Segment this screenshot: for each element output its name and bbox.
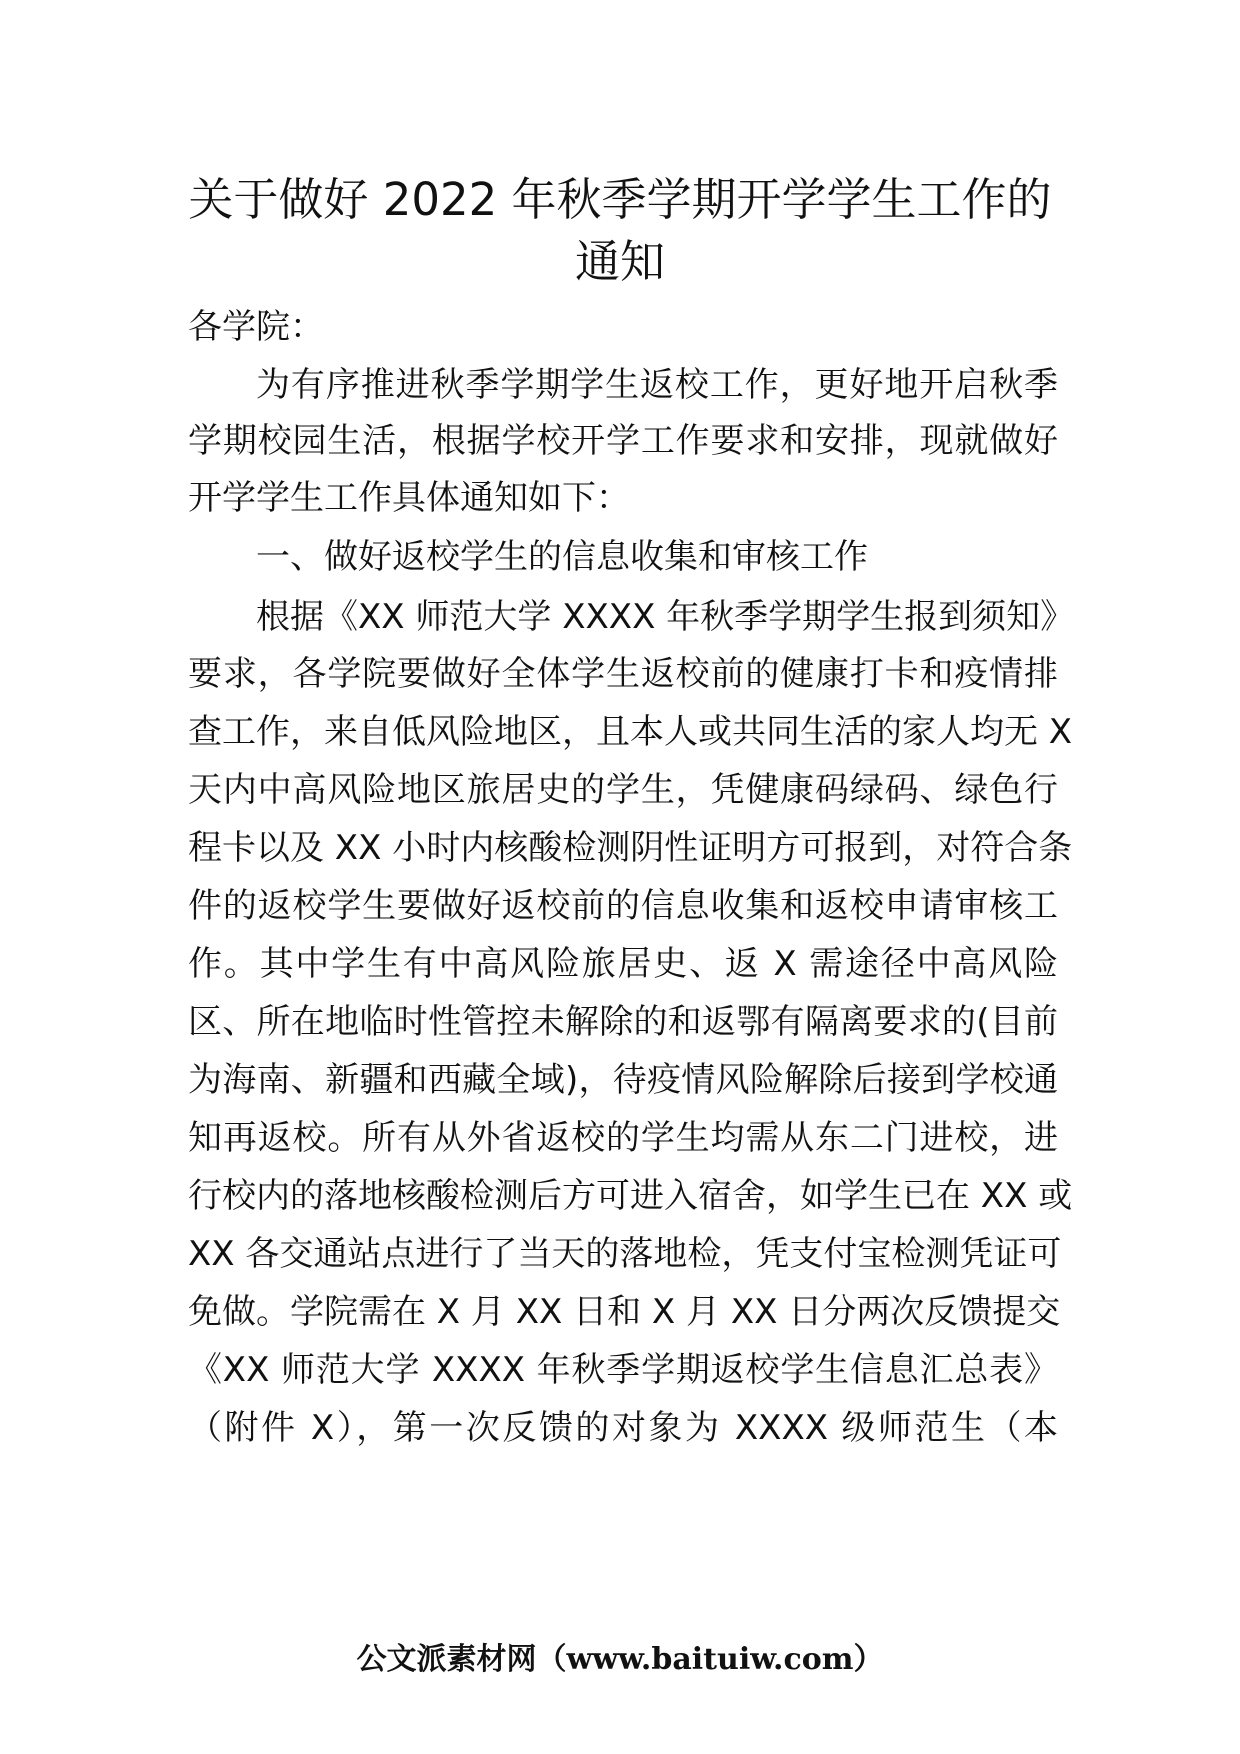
paragraph-2-line-1: 根据《XX 师范大学 XXXX 年秋季学期学生报到须知》 <box>256 597 1075 637</box>
salutation: 各学院： <box>188 307 324 347</box>
paragraph-2-line-3: 查工作，来自低风险地区，且本人或共同生活的家人均无 X <box>188 712 1073 752</box>
paragraph-1-line-2: 学期校园生活，根据学校开学工作要求和安排，现就做好 <box>188 421 1058 461</box>
section-heading-1: 一、做好返校学生的信息收集和审核工作 <box>256 537 868 577</box>
footer-source: 公文派素材网（www.baituiw.com） <box>356 1642 884 1677</box>
document-title-line-2: 通知 <box>574 235 665 288</box>
paragraph-2-line-7: 作。其中学生有中高风险旅居史、返 X 需途径中高风险 <box>188 944 1058 984</box>
paragraph-2-line-14: 《XX 师范大学 XXXX 年秋季学期返校学生信息汇总表》 <box>188 1350 1058 1390</box>
paragraph-2-line-5: 程卡以及 XX 小时内核酸检测阴性证明方可报到，对符合条 <box>188 828 1073 868</box>
paragraph-2-line-2: 要求，各学院要做好全体学生返校前的健康打卡和疫情排 <box>188 654 1058 694</box>
paragraph-2-line-15: （附件 X），第一次反馈的对象为 XXXX 级师范生（本 <box>188 1408 1058 1448</box>
paragraph-2-line-13: 免做。学院需在 X 月 XX 日和 X 月 XX 日分两次反馈提交 <box>188 1292 1061 1332</box>
paragraph-1-line-3: 开学学生工作具体通知如下： <box>188 478 630 518</box>
paragraph-2-line-10: 知再返校。所有从外省返校的学生均需从东二门进校，进 <box>188 1118 1058 1158</box>
paragraph-2-line-8: 区、所在地临时性管控未解除的和返鄂有隔离要求的(目前 <box>188 1002 1058 1042</box>
paragraph-2-line-6: 件的返校学生要做好返校前的信息收集和返校申请审核工 <box>188 886 1058 926</box>
paragraph-2-line-4: 天内中高风险地区旅居史的学生，凭健康码绿码、绿色行 <box>188 770 1058 810</box>
document-title-line-1: 关于做好 2022 年秋季学期开学学生工作的 <box>188 173 1052 226</box>
paragraph-2-line-12: XX 各交通站点进行了当天的落地检，凭支付宝检测凭证可 <box>188 1234 1062 1274</box>
paragraph-1-line-1: 为有序推进秋季学期学生返校工作，更好地开启秋季 <box>256 365 1058 405</box>
paragraph-2-line-11: 行校内的落地核酸检测后方可进入宿舍，如学生已在 XX 或 <box>188 1176 1073 1216</box>
paragraph-2-line-9: 为海南、新疆和西藏全域)，待疫情风险解除后接到学校通 <box>188 1060 1058 1100</box>
